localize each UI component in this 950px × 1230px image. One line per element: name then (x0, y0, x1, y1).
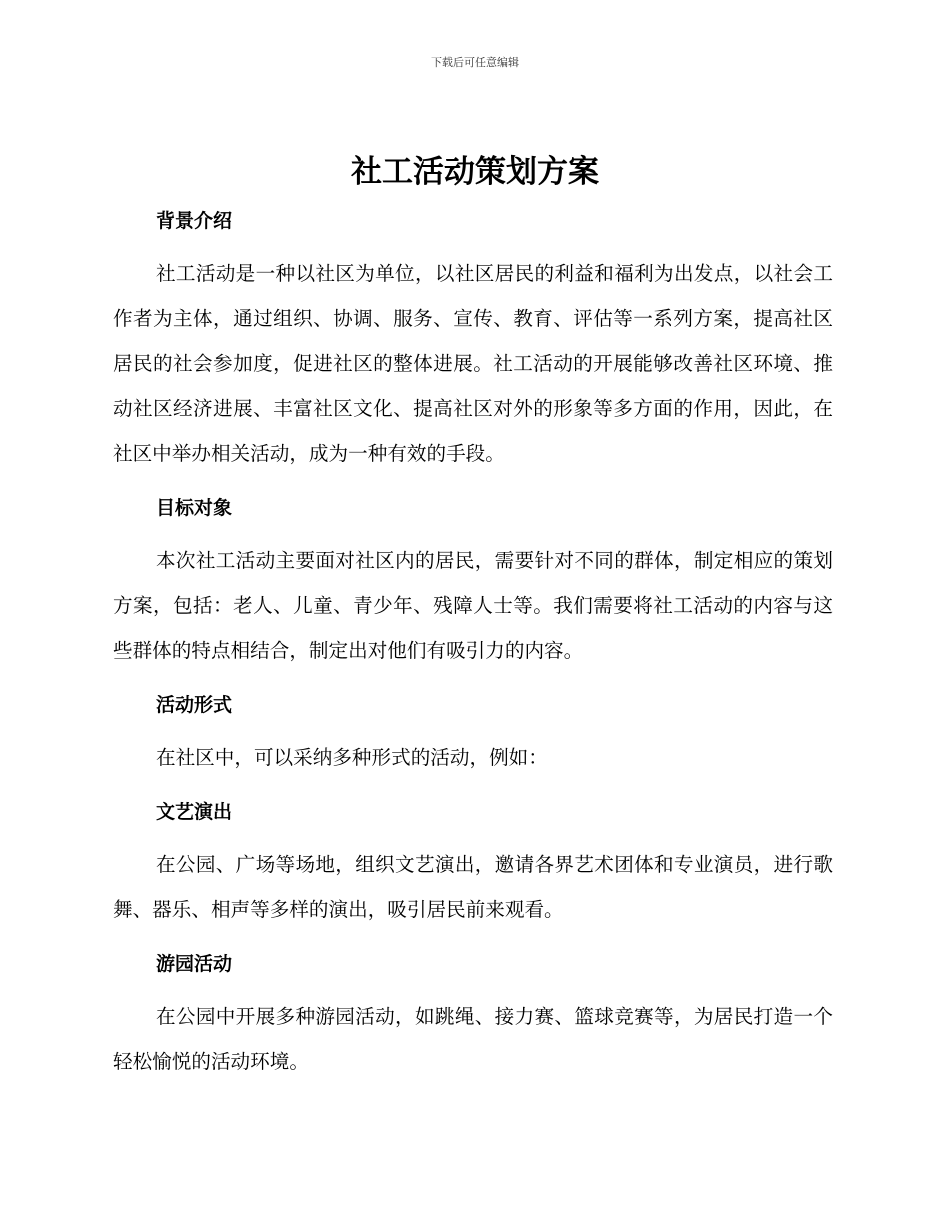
section-activity-forms (113, 687, 833, 780)
section-paragraph: 本次社工活动主要面对社区内的居民，需要针对不同的群体，制定相应的策划方案，包括：老人、儿童、青少年、残障人士等。我们需要将社工活动的内容与这些群体的特点相结合，制定出对他们有吸引力的内容。 (113, 549, 833, 662)
section-heading: 文艺演出 (156, 801, 233, 823)
section-art-performance (113, 794, 833, 932)
section-paragraph: 在社区中，可以采纳多种形式的活动，例如： (156, 746, 548, 769)
section-garden-activities (113, 946, 833, 1084)
section-background (113, 203, 833, 476)
section-heading: 目标对象 (156, 497, 233, 519)
section-paragraph: 在公园、广场等场地，组织文艺演出，邀请各界艺术团体和专业演员，进行歌舞、器乐、相声等多样的演出，吸引居民前来观看。 (113, 853, 833, 921)
document-title: 社工活动策划方案 (351, 154, 599, 190)
section-paragraph: 在公园中开展多种游园活动，如跳绳、接力赛、篮球竞赛等，为居民打造一个轻松愉悦的活动环境。 (113, 1005, 833, 1073)
document-body (113, 203, 833, 1084)
section-paragraph: 社工活动是一种以社区为单位，以社区居民的利益和福利为出发点，以社会工作者为主体，通过组织、协调、服务、宣传、教育、评估等一系列方案，提高社区居民的社会参加度，促进社区的整体进展。社工活动的开展能够改善社区环境、推动社区经济进展、丰富社区文化、提高社区对外的形象等多方面的作用，因此，在社区中举办相关活动，成为一种有效的手段。 (113, 262, 833, 465)
section-heading: 活动形式 (156, 694, 233, 716)
section-target-audience (113, 490, 833, 673)
section-heading: 背景介绍 (156, 210, 233, 232)
page-header-note: 下载后可任意编辑 (431, 56, 519, 69)
section-heading: 游园活动 (156, 953, 233, 975)
